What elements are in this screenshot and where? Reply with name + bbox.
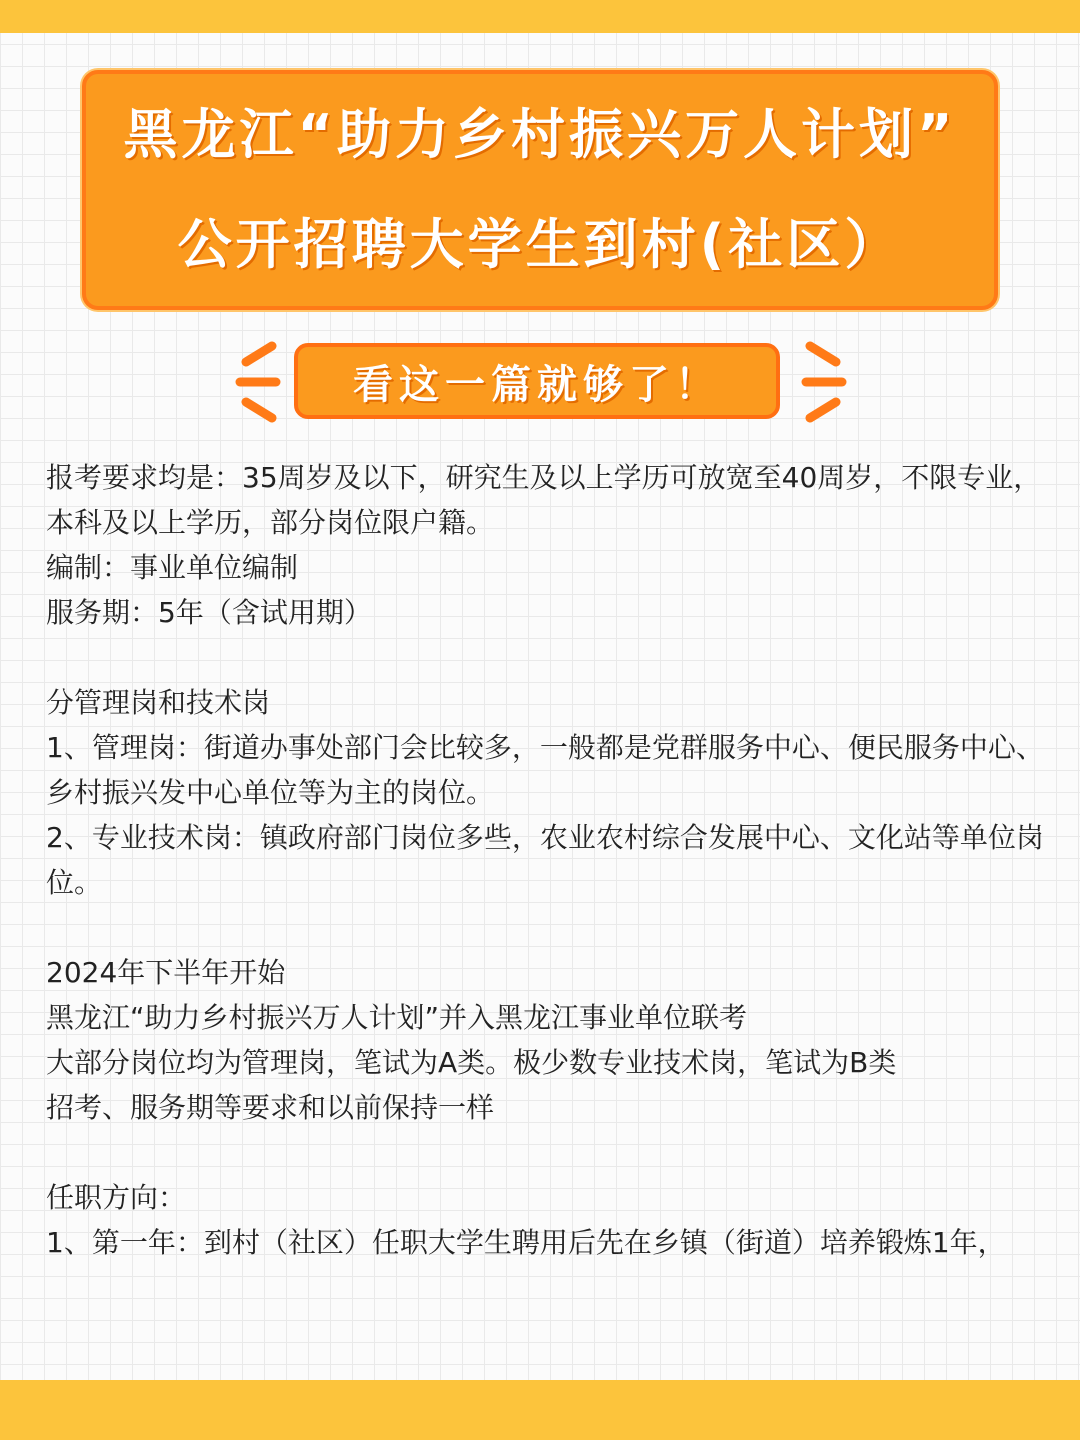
- bottom-band: [0, 1380, 1080, 1440]
- article-body: [46, 455, 1046, 1265]
- subtitle-banner: [294, 343, 780, 419]
- top-band: [0, 0, 1080, 33]
- paragraph-technical-post: 2、专业技术岗：镇政府部门岗位多些，农业农村综合发展中心、文化站等单位岗位。: [46, 821, 1044, 899]
- title-line-2: 公开招聘大学生到村(社区）: [177, 213, 903, 276]
- paragraph-duty-heading: 任职方向：: [46, 1181, 187, 1214]
- title-banner: [82, 70, 998, 310]
- paragraph-exam-types: 大部分岗位均为管理岗，笔试为A类。极少数专业技术岗，笔试为B类: [46, 1046, 897, 1079]
- title-line-1: 黑龙江“助力乡村振兴万人计划”: [123, 103, 957, 166]
- paragraph-management-post: 1、管理岗：街道办事处部门会比较多，一般都是党群服务中心、便民服务中心、乡村振兴发中心单位等为主的岗位。: [46, 731, 1044, 809]
- paragraph-first-year: 1、第一年：到村（社区）任职大学生聘用后先在乡镇（街道）培养锻炼1年，: [46, 1226, 1006, 1259]
- paragraph-staffing: 编制：事业单位编制: [46, 551, 299, 584]
- burst-right-icon: [800, 340, 850, 424]
- burst-left-icon: [232, 340, 282, 424]
- paragraph-post-types: 分管理岗和技术岗: [46, 686, 271, 719]
- paragraph-merge: 黑龙江“助力乡村振兴万人计划”并入黑龙江事业单位联考: [46, 1001, 748, 1034]
- paragraph-requirements: 报考要求均是：35周岁及以下，研究生及以上学历可放宽至40周岁，不限专业，本科及以上学历，部分岗位限户籍。: [46, 461, 1042, 539]
- paragraph-service-term: 服务期：5年（含试用期）: [46, 596, 372, 629]
- subtitle-text: 看这一篇就够了！: [353, 361, 721, 408]
- paragraph-2024-start: 2024年下半年开始: [46, 956, 286, 989]
- paragraph-same-requirements: 招考、服务期等要求和以前保持一样: [46, 1091, 495, 1124]
